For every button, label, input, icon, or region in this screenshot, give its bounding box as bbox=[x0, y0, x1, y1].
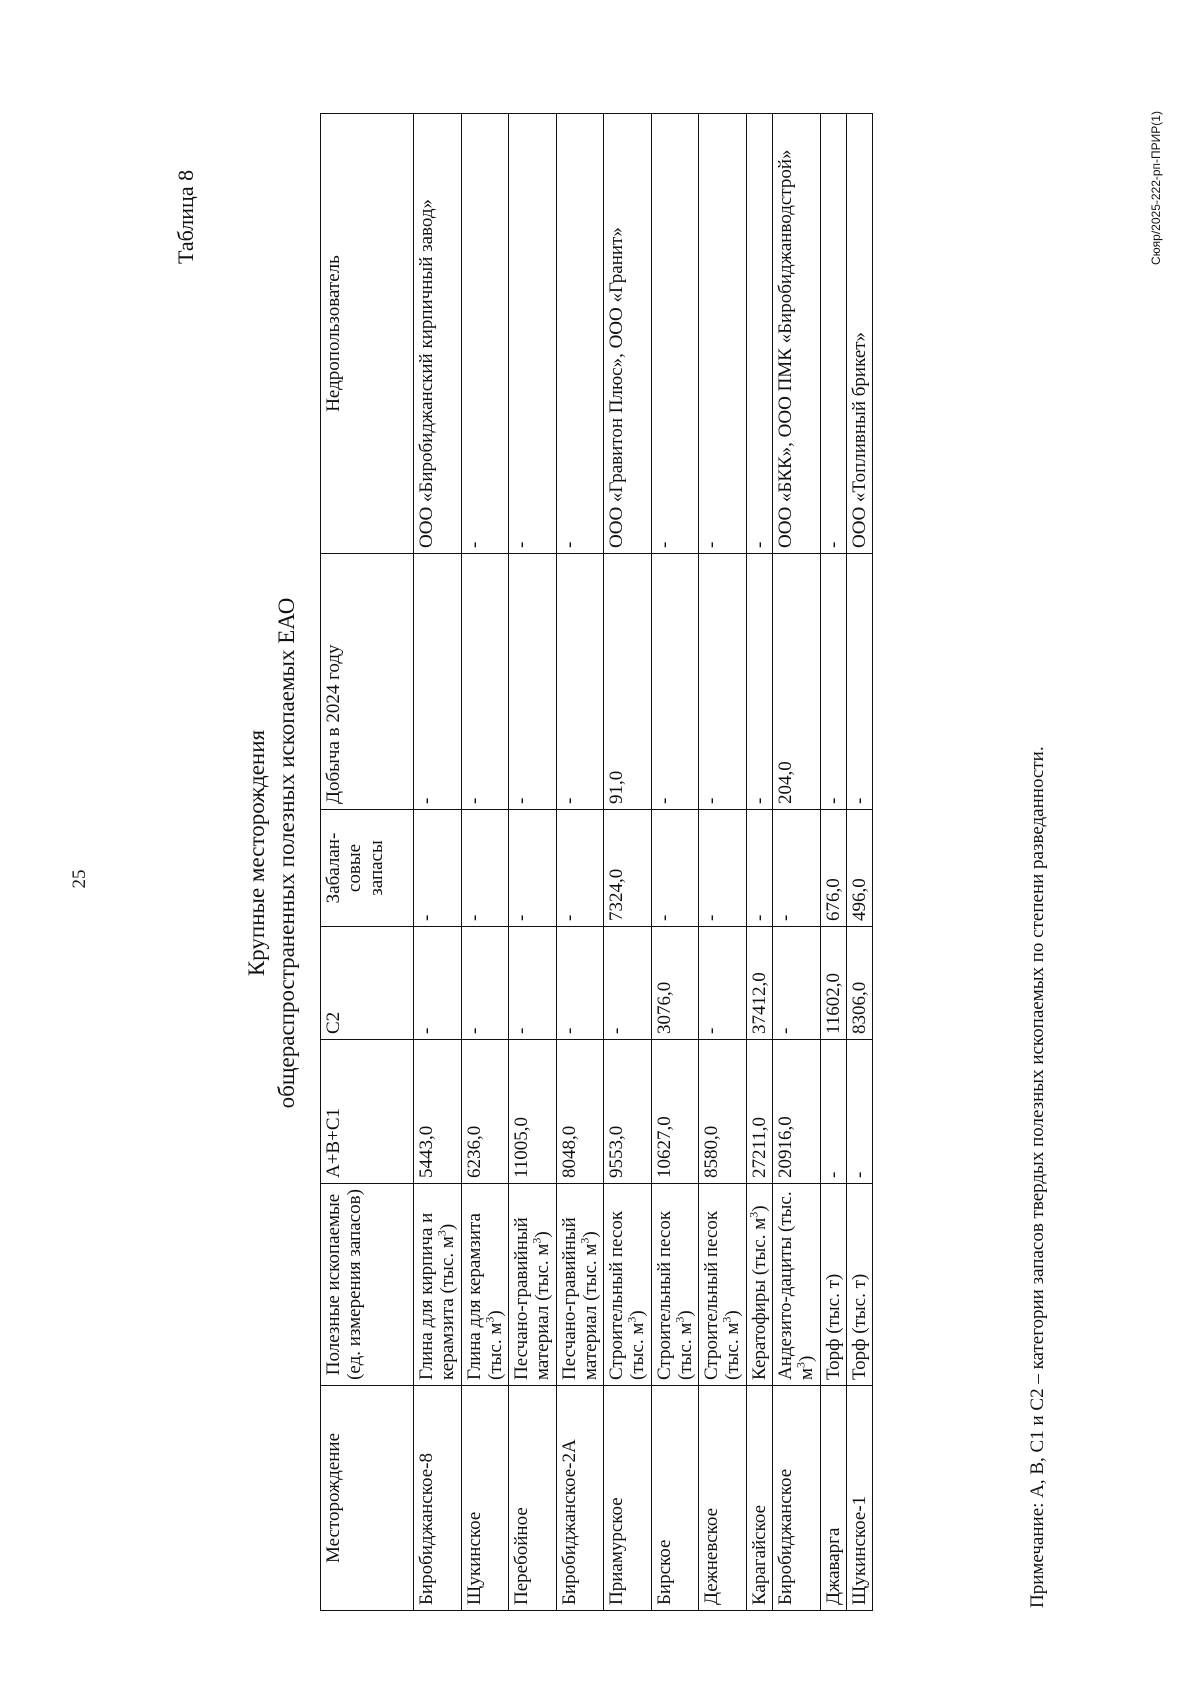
table-row bbox=[772, 114, 820, 1611]
page-number: 25 bbox=[69, 869, 90, 889]
header-deposit: Месторождение bbox=[321, 1386, 414, 1611]
table-row bbox=[746, 114, 772, 1611]
cell-production: - bbox=[746, 554, 772, 810]
cell-deposit: Дежневское bbox=[699, 1386, 747, 1611]
cell-abc1: 20916,0 bbox=[772, 1040, 820, 1184]
cell-production: - bbox=[461, 554, 509, 810]
table-row bbox=[414, 114, 462, 1611]
cell-c2: - bbox=[604, 927, 652, 1040]
cell-abc1: - bbox=[846, 1040, 872, 1184]
cell-deposit: Биробиджанское bbox=[772, 1386, 820, 1611]
cell-mineral: Глина для кирпича и керамзита (тыс. $м^3$) bbox=[414, 1184, 462, 1386]
cell-c2: - bbox=[509, 927, 557, 1040]
cell-c2: - bbox=[772, 927, 820, 1040]
cell-deposit: Биробиджанское-2А bbox=[556, 1386, 604, 1611]
cell-user: - bbox=[746, 114, 772, 554]
cell-production: - bbox=[556, 554, 604, 810]
cell-user: - bbox=[556, 114, 604, 554]
cell-deposit: Биробиджанское-8 bbox=[414, 1386, 462, 1611]
cell-production: 204,0 bbox=[772, 554, 820, 810]
cell-mineral: Андезито-дациты (тыс. $м^3$) bbox=[772, 1184, 820, 1386]
cell-mineral: Торф (тыс. т) bbox=[820, 1184, 846, 1386]
cell-mineral: Строительный песок (тыс. $м^3$) bbox=[604, 1184, 652, 1386]
cell-user: ООО «Гравитон Плюс», ООО «Гранит» bbox=[604, 114, 652, 554]
cell-mineral: Строительный песок (тыс. $м^3$) bbox=[651, 1184, 699, 1386]
cell-user: ООО «Топливный брикет» bbox=[846, 114, 872, 554]
cell-abc1: 11005,0 bbox=[509, 1040, 557, 1184]
cell-c2: 8306,0 bbox=[846, 927, 872, 1040]
cell-deposit: Джаварга bbox=[820, 1386, 846, 1611]
table-row bbox=[846, 114, 872, 1611]
cell-user: - bbox=[820, 114, 846, 554]
cell-production: - bbox=[699, 554, 747, 810]
cell-offbalance: - bbox=[556, 810, 604, 927]
cell-deposit: Карагайское bbox=[746, 1386, 772, 1611]
cell-abc1: 8580,0 bbox=[699, 1040, 747, 1184]
cell-user: - bbox=[651, 114, 699, 554]
cell-offbalance: - bbox=[699, 810, 747, 927]
cell-deposit: Перебойное bbox=[509, 1386, 557, 1611]
cell-offbalance: 676,0 bbox=[820, 810, 846, 927]
table-body bbox=[414, 114, 873, 1611]
cell-user: - bbox=[509, 114, 557, 554]
deposits-table bbox=[320, 113, 873, 1611]
cell-c2: 3076,0 bbox=[651, 927, 699, 1040]
cell-mineral: Торф (тыс. т) bbox=[846, 1184, 872, 1386]
cell-abc1: - bbox=[820, 1040, 846, 1184]
cell-offbalance: 7324,0 bbox=[604, 810, 652, 927]
cell-offbalance: - bbox=[509, 810, 557, 927]
cell-production: - bbox=[820, 554, 846, 810]
table-row bbox=[604, 114, 652, 1611]
cell-abc1: 8048,0 bbox=[556, 1040, 604, 1184]
cell-c2: - bbox=[699, 927, 747, 1040]
cell-user: ООО «БКК», ООО ПМК «Биробиджанводстрой» bbox=[772, 114, 820, 554]
document-code: Сюяр/2025-222-рп-ПРИР(1) bbox=[1149, 111, 1163, 265]
table-title-line2: общераспространенных полезных ископаемых ЕАО bbox=[274, 597, 299, 1109]
cell-user: - bbox=[461, 114, 509, 554]
table-row bbox=[461, 114, 509, 1611]
cell-abc1: 10627,0 bbox=[651, 1040, 699, 1184]
cell-abc1: 6236,0 bbox=[461, 1040, 509, 1184]
cell-offbalance: 496,0 bbox=[846, 810, 872, 927]
cell-mineral: Песчано-гравийный материал (тыс. $м^3$) bbox=[509, 1184, 557, 1386]
cell-production: - bbox=[846, 554, 872, 810]
cell-mineral: Кератофиры (тыс. $м^3$) bbox=[746, 1184, 772, 1386]
cell-user: - bbox=[699, 114, 747, 554]
cell-c2: - bbox=[461, 927, 509, 1040]
cell-offbalance: - bbox=[746, 810, 772, 927]
table-label: Таблица 8 bbox=[173, 169, 198, 264]
table-row bbox=[509, 114, 557, 1611]
cell-user: ООО «Биробиджанский кирпичный завод» bbox=[414, 114, 462, 554]
cell-mineral: Песчано-гравийный материал (тыс. $м^3$) bbox=[556, 1184, 604, 1386]
header-production: Добыча в 2024 году bbox=[321, 554, 414, 810]
cell-mineral: Строительный песок (тыс. $м^3$) bbox=[699, 1184, 747, 1386]
cell-abc1: 5443,0 bbox=[414, 1040, 462, 1184]
header-c2: С2 bbox=[321, 927, 414, 1040]
header-offbalance: Забалан-совые запасы bbox=[321, 810, 414, 927]
cell-deposit: Щукинское bbox=[461, 1386, 509, 1611]
cell-c2: 37412,0 bbox=[746, 927, 772, 1040]
cell-offbalance: - bbox=[461, 810, 509, 927]
cell-production: - bbox=[509, 554, 557, 810]
cell-abc1: 27211,0 bbox=[746, 1040, 772, 1184]
cell-production: - bbox=[651, 554, 699, 810]
cell-c2: - bbox=[556, 927, 604, 1040]
table-row bbox=[699, 114, 747, 1611]
table-header-row bbox=[321, 114, 414, 1611]
cell-production: - bbox=[414, 554, 462, 810]
cell-c2: 11602,0 bbox=[820, 927, 846, 1040]
table-note: Примечание: А, В, С1 и С2 – категории запасов твердых полезных ископаемых по степени разведанности. bbox=[1027, 746, 1048, 1608]
table-title-line1: Крупные месторождения bbox=[244, 729, 269, 977]
cell-deposit: Бирское bbox=[651, 1386, 699, 1611]
header-mineral: Полезные ископаемые (ед. измерения запасов) bbox=[321, 1184, 414, 1386]
cell-offbalance: - bbox=[772, 810, 820, 927]
cell-c2: - bbox=[414, 927, 462, 1040]
cell-offbalance: - bbox=[651, 810, 699, 927]
cell-production: 91,0 bbox=[604, 554, 652, 810]
cell-deposit: Щукинское-1 bbox=[846, 1386, 872, 1611]
cell-abc1: 9553,0 bbox=[604, 1040, 652, 1184]
header-abc1: А+В+С1 bbox=[321, 1040, 414, 1184]
cell-deposit: Приамурское bbox=[604, 1386, 652, 1611]
table-row bbox=[651, 114, 699, 1611]
table-row bbox=[820, 114, 846, 1611]
header-user: Недропользователь bbox=[321, 114, 414, 554]
table-row bbox=[556, 114, 604, 1611]
cell-offbalance: - bbox=[414, 810, 462, 927]
cell-mineral: Глина для керамзита (тыс. $м^3$) bbox=[461, 1184, 509, 1386]
